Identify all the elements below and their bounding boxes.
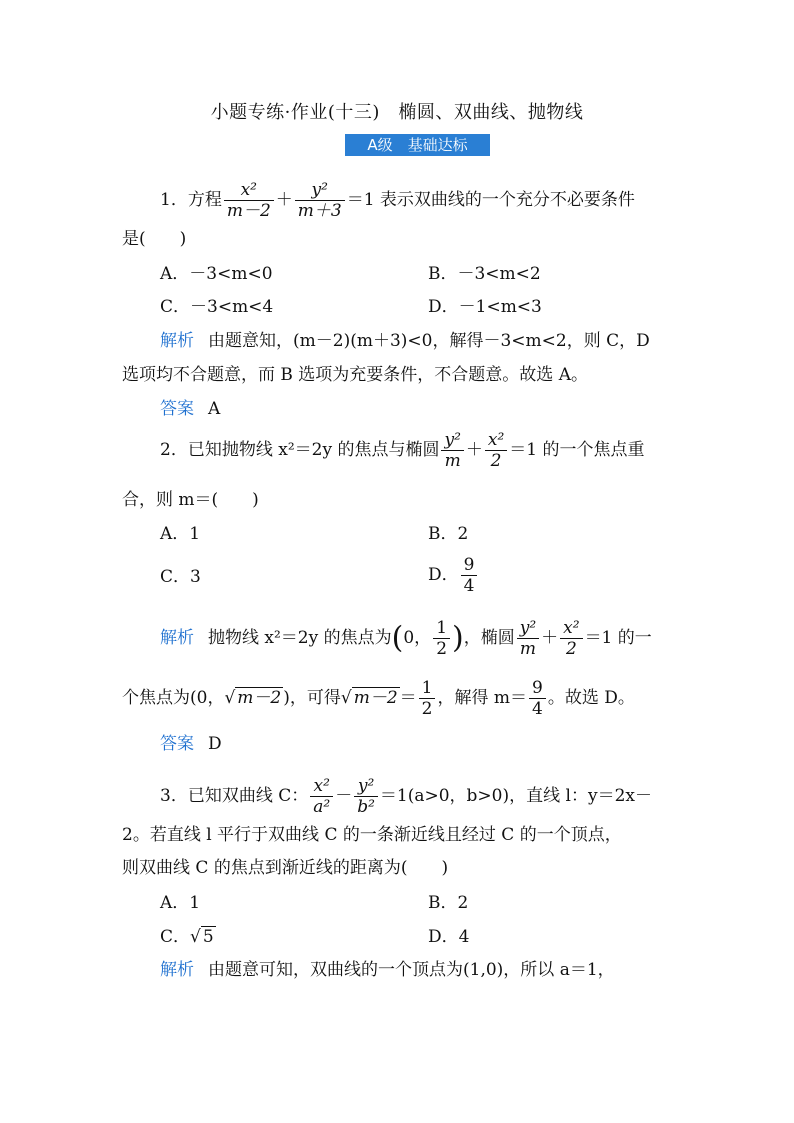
q1-option-b: B．－3<m<2 [428,264,541,284]
q2-half-fraction: $\frac{1}{2}$ [419,678,436,719]
analysis-label: 解析 [160,628,194,648]
q2-fraction-2: $\frac{\text{x²}}{2}$ [485,430,507,471]
q1-fraction-2: $\frac{\text{y²}}{m+3}$ [295,180,345,221]
answer-label: 答案 [160,399,194,419]
q2-result-fraction: $\frac{9}{4}$ [529,678,546,719]
q2-point-fraction: $\frac{1}{2}$ [433,618,450,659]
q1-fraction-1: $\frac{\text{x²}}{m-2}$ [224,180,274,221]
q1-analysis: 解析 由题意知，(m－2)(m＋3)<0，解得－3<m<2，则 C，D [160,331,650,351]
q3-stem-line-3: 则双曲线 C 的焦点到渐近线的距离为( ) [122,858,449,878]
q3-option-d: D．4 [428,927,470,947]
q1-stem-cont: 是( ) [122,229,187,249]
level-badge: A级 基础达标 [345,134,490,156]
q2-ellipse-fraction-2: $\frac{\text{x²}}{2}$ [560,618,582,659]
q1-number: 1． [160,190,188,210]
q2-analysis-cont: 个焦点为(0，√ m－2 )，可得√ m－2 ＝ $\frac{1}{2}$ ，解得 m＝ $\frac{9}{4}$ 。故选 D。 [122,678,635,719]
q3-fraction-1: $\frac{\text{x²}}{\text{a²}}$ [310,776,333,817]
q3-option-a: A．1 [160,893,201,913]
q1-stem: 1．方程 $\frac{\text{x²}}{m-2}$ ＋ $\frac{\text{y²}}{m+3}$ ＝1 表示双曲线的一个充分不必要条件 [160,180,635,221]
q1-option-c: C．－3<m<4 [160,297,274,317]
page-title: 小题专练·作业(十三) 椭圆、双曲线、抛物线 [210,102,584,123]
q1-analysis-cont: 选项均不合题意，而 B 选项为充要条件，不合题意。故选 A。 [122,365,588,385]
q3-stem-line-2: 2。若直线 l 平行于双曲线 C 的一条渐近线且经过 C 的一个顶点， [122,825,622,845]
q2-stem-cont: 合，则 m＝( ) [122,490,259,510]
q3-number: 3． [160,786,188,806]
analysis-label: 解析 [160,331,194,351]
analysis-label: 解析 [160,960,194,980]
sqrt-expression: 5 [202,927,214,947]
q1-option-a: A．－3<m<0 [160,264,273,284]
answer-label: 答案 [160,734,194,754]
q2-option-d-fraction: $\frac{9}{4}$ [461,555,478,596]
sqrt-expression: m－2 [353,688,398,708]
q2-option-c: C．3 [160,567,201,587]
q2-fraction-1: $\frac{\text{y²}}{m}$ [441,430,463,471]
q2-answer: 答案 D [160,734,222,754]
q1-answer: 答案 A [160,399,221,419]
q3-option-b: B．2 [428,893,469,913]
q2-stem: 2．已知抛物线 x²＝2y 的焦点与椭圆 $\frac{\text{y²}}{m}$ ＋ $\frac{\text{x²}}{2}$ ＝1 的一个焦点重 [160,430,645,471]
q3-fraction-2: $\frac{\text{y²}}{\text{b²}}$ [354,776,378,817]
q1-option-d: D．－1<m<3 [428,297,542,317]
sqrt-expression: m－2 [237,688,282,708]
q2-option-a: A．1 [160,524,201,544]
q2-ellipse-fraction-1: $\frac{\text{y²}}{m}$ [517,618,539,659]
q2-option-d: D． $\frac{9}{4}$ [428,555,479,596]
q2-number: 2． [160,440,188,460]
q3-analysis: 解析 由题意可知，双曲线的一个顶点为(1,0)，所以 a＝1， [160,960,615,980]
q2-option-b: B．2 [428,524,469,544]
q3-stem: 3．已知双曲线 C： $\frac{\text{x²}}{\text{a²}}$ － $\frac{\text{y²}}{\text{b²}}$ ＝1(a>0，b>0)，直线 l：y＝2x－ [160,776,652,817]
q3-option-c: C．√ 5 [160,927,214,947]
q2-analysis: 解析 抛物线 x²＝2y 的焦点为(0， $\frac{1}{2}$ )，椭圆 $\frac{\text{y²}}{m}$ ＋ $\frac{\text{x²}}{2}$ ＝1 的一 [160,618,652,659]
